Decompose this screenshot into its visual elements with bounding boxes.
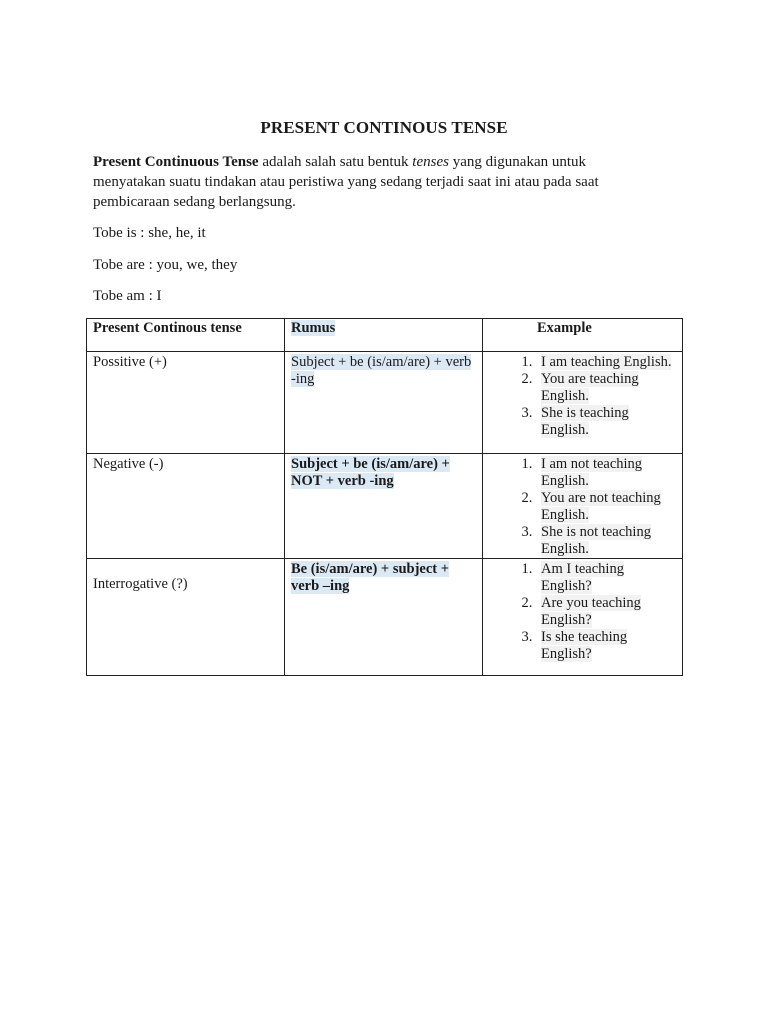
table-row-interrogative (87, 559, 683, 676)
table-row-positive (87, 352, 683, 454)
example-list (489, 354, 676, 439)
example-cell (483, 454, 683, 559)
formula-cell (285, 559, 483, 676)
example-text: You are teaching English. (541, 371, 639, 404)
table-header-row (87, 319, 683, 352)
intro-italic-term: tenses (412, 154, 449, 170)
example-text: You are not teaching English. (541, 490, 661, 523)
intro-lead-term: Present Continuous Tense (93, 154, 259, 170)
example-text: Am I teaching English? (541, 561, 624, 594)
example-list (489, 561, 676, 663)
intro-text-part2: yang digunakan untuk menyatakan suatu tindakan atau peristiwa yang sedang terjadi saat ini atau pada saat pembicaraan sedang berlangsung. (93, 154, 599, 210)
intro-paragraph (93, 152, 653, 212)
header-example: Example (483, 319, 683, 352)
example-item (536, 405, 676, 439)
example-text: She is not teaching English. (541, 524, 651, 557)
example-text: I am not teaching English. (541, 456, 643, 489)
header-rumus-label: Rumus (291, 320, 336, 336)
tobe-am-line: Tobe am : I (93, 288, 162, 304)
tense-table (86, 318, 683, 676)
example-item (536, 524, 676, 558)
example-item (536, 371, 676, 405)
example-item (536, 354, 676, 371)
example-text: I am teaching English. (541, 354, 672, 370)
table-row-negative (87, 454, 683, 559)
example-text: She is teaching English. (541, 405, 629, 438)
formula-text: Subject + be (is/am/are) + verb -ing (291, 354, 472, 387)
header-tense: Present Continous tense (87, 319, 285, 352)
formula-text: Be (is/am/are) + subject + verb –ing (291, 561, 450, 594)
example-item (536, 490, 676, 524)
page-title: PRESENT CONTINOUS TENSE (260, 118, 508, 137)
example-item (536, 595, 676, 629)
example-cell (483, 559, 683, 676)
example-item (536, 561, 676, 595)
example-cell (483, 352, 683, 454)
example-item (536, 456, 676, 490)
tobe-are-line: Tobe are : you, we, they (93, 257, 238, 273)
example-text: Is she teaching English? (541, 629, 628, 662)
example-list (489, 456, 676, 558)
tense-type-cell: Negative (-) (87, 454, 285, 559)
intro-text-part1: adalah salah satu bentuk (258, 154, 413, 170)
formula-cell (285, 352, 483, 454)
example-text: Are you teaching English? (541, 595, 641, 628)
formula-text: Subject + be (is/am/are) + NOT + verb -ing (291, 456, 450, 489)
tense-type-cell: Interrogative (?) (87, 559, 285, 676)
tobe-is-line: Tobe is : she, he, it (93, 225, 206, 241)
header-rumus (285, 319, 483, 352)
formula-cell (285, 454, 483, 559)
example-item (536, 629, 676, 663)
tense-type-cell: Possitive (+) (87, 352, 285, 454)
